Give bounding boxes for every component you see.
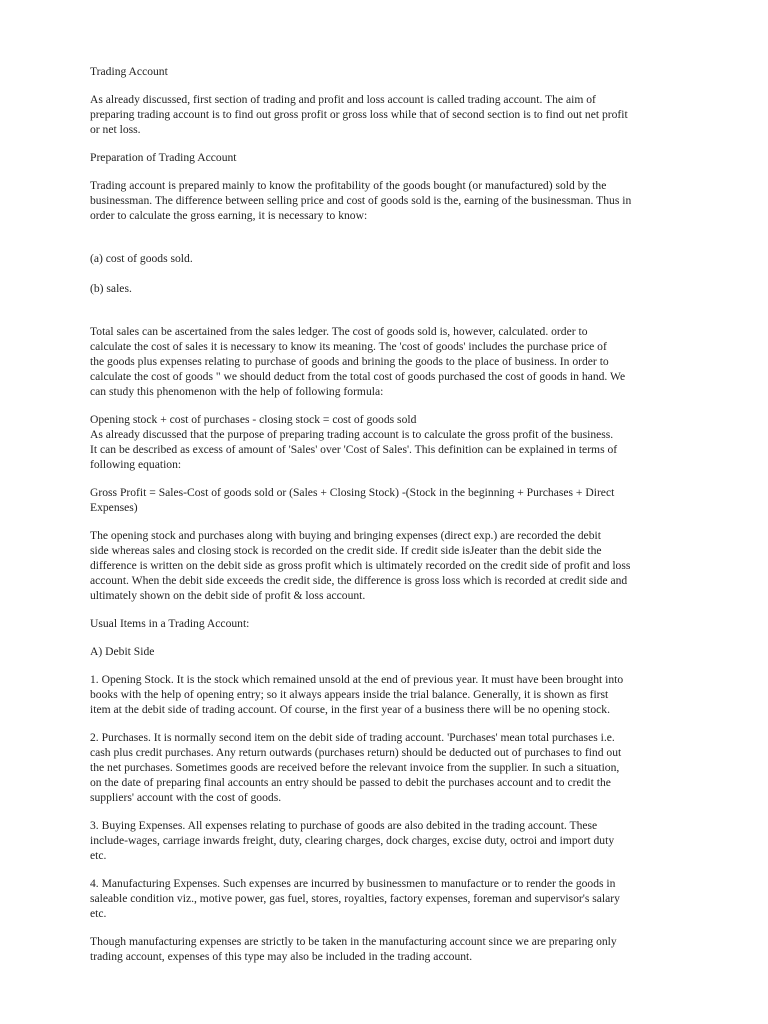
- debit-side-heading: A) Debit Side: [90, 645, 155, 658]
- preparation-heading: Preparation of Trading Account: [90, 151, 237, 164]
- document-title: Trading Account: [90, 65, 168, 78]
- item-purchases: 2. Purchases. It is normally second item on the debit side of trading account. 'Purchases' mean total purchases i.e. cash plus credit purchases. Any return outwards (purchases return) should be deducted out of purchases to find out the net purchases. Sometimes goods are received before the relevant invoice from the supplier. In such a situation, on the date of preparing final accounts an entry should be passed to debit the purchases account and to credit the suppliers' account with the cost of goods.: [90, 731, 622, 804]
- item-opening-stock: 1. Opening Stock. It is the stock which remained unsold at the end of previous year. It must have been brought into books with the help of opening entry; so it always appears inside the trial balance. Generally, it is shown as first item at the debit side of trading account. Of course, in the first year of a business there will be no opening stock.: [90, 673, 624, 716]
- formula-followup-paragraph: As already discussed that the purpose of preparing trading account is to calculate the gross profit of the business. It can be described as excess of amount of 'Sales' over 'Cost of Sales'. This definition can be explained in terms of following equation:: [90, 428, 618, 471]
- intro-paragraph: As already discussed, first section of trading and profit and loss account is called trading account. The aim of preparing trading account is to find out gross profit or gross loss while that of second section is to find out net profit or net loss.: [90, 93, 628, 136]
- gross-profit-equation: Gross Profit = Sales-Cost of goods sold or (Sales + Closing Stock) -(Stock in the beginning + Purchases + Direct Expenses): [90, 486, 615, 514]
- usual-items-heading: Usual Items in a Trading Account:: [90, 617, 250, 630]
- total-sales-paragraph: Total sales can be ascertained from the sales ledger. The cost of goods sold is, however, calculated. order to calculate the cost of sales it is necessary to know its meaning. The 'cost of goods' includes the purchase price of the goods plus expenses relating to purchase of goods and brining the goods to the place of business. In order to calculate the cost of goods " we should deduct from the total cost of goods purchased the cost of goods in hand. We can study this phenomenon with the help of following formula:: [90, 325, 626, 398]
- opening-stock-paragraph: The opening stock and purchases along with buying and bringing expenses (direct exp.) are recorded the debit side whereas sales and closing stock is recorded on the credit side. If credit side isJeater than the debit side the difference is written on the debit side as gross profit which is ultimately recorded on the credit side of profit and loss account. When the debit side exceeds the credit side, the difference is gross loss which is recorded at credit side and ultimately shown on the debit side of profit & loss account.: [90, 529, 631, 602]
- cost-formula: Opening stock + cost of purchases - closing stock = cost of goods sold: [90, 413, 417, 426]
- preparation-paragraph: Trading account is prepared mainly to know the profitability of the goods bought (or manufactured) sold by the businessman. The difference between selling price and cost of goods sold is the, earning of the businessman. Thus in order to calculate the gross earning, it is necessary to know:: [90, 179, 632, 222]
- item-manufacturing-expenses: 4. Manufacturing Expenses. Such expenses are incurred by businessmen to manufacture or to render the goods in saleable condition viz., motive power, gas fuel, stores, royalties, factory expenses, foreman and supervisor's salary etc.: [90, 877, 620, 920]
- document-page: [90, 64, 680, 977]
- list-item: (a) cost of goods sold.: [90, 252, 193, 265]
- list-item: (b) sales.: [90, 282, 132, 295]
- closing-paragraph: Though manufacturing expenses are strictly to be taken in the manufacturing account since we are preparing only trading account, expenses of this type may also be included in the trading account.: [90, 935, 617, 963]
- know-list: [90, 236, 680, 311]
- item-buying-expenses: 3. Buying Expenses. All expenses relating to purchase of goods are also debited in the trading account. These include-wages, carriage inwards freight, duty, clearing charges, dock charges, excise duty, octroi and import duty etc.: [90, 819, 615, 862]
